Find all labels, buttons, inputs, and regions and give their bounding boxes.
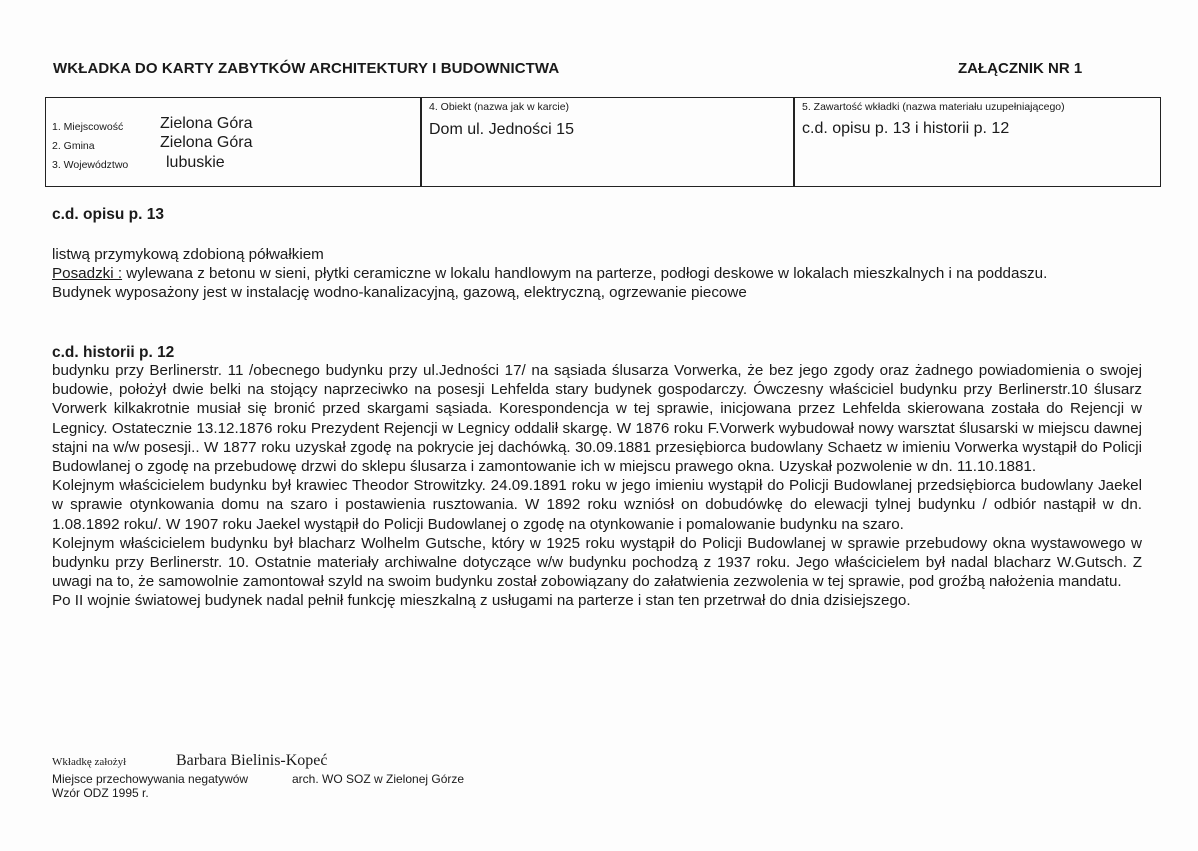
negatives-value: arch. WO SOZ w Zielonej Górze <box>292 771 465 786</box>
history-paragraph: Kolejnym właścicielem budynku był blacharz Wolhelm Gutsche, który w 1925 roku wystąpił do Policji Budowlanej w sprawie przebudowy okna wystawowego w budynku przy Berlinerstr. 10. Ostatnie materiały archiwalne dotyczące w/w budynku pochodzą z 1937 roku. Jego właścicielem był nadal blacharz W.Gutsch. Z uwagi na to, że samowolnie zamontował szyld na swoim budynku został zobowiązany do załatwienia zezwolenia w tej sprawie, pod groźbą nałożenia mandatu. <box>52 534 1142 591</box>
history-paragraph: Po II wojnie światowej budynek nadal pełnił funkcję mieszkalną z usługami na parterze i stan ten przetrwał do dnia dzisiejszego. <box>52 592 911 610</box>
history-heading: c.d. historii p. 12 <box>52 344 175 361</box>
appendix-number: ZAŁĄCZNIK NR 1 <box>958 60 1083 77</box>
municipality-value: Zielona Góra <box>160 134 253 151</box>
object-value: Dom ul. Jedności 15 <box>429 121 574 138</box>
voivodeship-value: lubuskie <box>166 154 225 171</box>
floors-paragraph <box>52 264 1142 283</box>
negatives-label: Miejsce przechowywania negatywów <box>52 771 249 786</box>
author-name: Barbara Bielinis-Kopeć <box>176 752 328 769</box>
installations-paragraph: Budynek wyposażony jest w instalację wodno-kanalizacyjną, gazową, elektryczną, ogrzewanie piecowe <box>52 284 747 302</box>
description-heading: c.d. opisu p. 13 <box>52 206 164 223</box>
box-divider <box>793 98 795 186</box>
form-model: Wzór ODZ 1995 r. <box>52 786 149 800</box>
footer <box>52 754 464 801</box>
history-paragraph: budynku przy Berlinerstr. 11 /obecnego budynku przy ul.Jedności 17/ na sąsiada ślusarza Vorwerka, że bez jego zgody oraz żadnego powiadomienia o swojej budowie, położył dwie belki na stojący naprzeciwko na posesji Lehfelda stary budynek gospodarczy. Ówczesny właściciel budynku przy Berlinerstr.10 ślusarz Vorwerk kilkakrotnie musiał się bronić przed skargami sąsiada. Korespondencja w tej sprawie, inicjowana przez Lehfelda skierowana została do Rejencji w Legnicy. Ostatecznie 13.12.1876 roku Prezydent Rejencji w Legnicy oddalił skargę. W 1876 roku F.Vorwerk wybudował nowy warsztat ślusarski w miejscu dawnej stajni na w/w posesji.. W 1877 roku uzyskał zgodę na pokrycie jej dachówką. 30.09.1881 przesiębiorca budowlany Schaetz w imieniu Vorwerka wystąpił do Policji Budowlanej o zgodę na przebudowę drzwi do sklepu ślusarza i zamontowanie ich w miejscu prawego okna. Uzyskał pozwolenie w dn. 11.10.1881. <box>52 362 1142 476</box>
floors-label: Posadzki : <box>52 265 123 283</box>
author-label: Wkładkę założył <box>52 756 127 768</box>
content-label: 5. Zawartość wkładki (nazwa materiału uzupełniającego) <box>802 101 1065 113</box>
location-label: 1. Miejscowość <box>52 121 124 133</box>
municipality-label: 2. Gmina <box>52 140 95 152</box>
document-title: WKŁADKA DO KARTY ZABYTKÓW ARCHITEKTURY I BUDOWNICTWA <box>53 60 560 77</box>
voivodeship-label: 3. Województwo <box>52 159 129 171</box>
content-value: c.d. opisu p. 13 i historii p. 12 <box>802 120 1010 137</box>
floors-text: wylewana z betonu w sieni, płytki ceramiczne w lokalu handlowym na parterze, podłogi deskowe w lokalach mieszkalnych i na poddaszu. <box>122 265 1048 283</box>
description-body <box>52 245 1142 303</box>
history-body <box>52 361 1142 611</box>
object-label: 4. Obiekt (nazwa jak w karcie) <box>429 101 570 113</box>
location-value: Zielona Góra <box>160 115 253 132</box>
history-paragraph: Kolejnym właścicielem budynku był krawiec Theodor Strowitzky. 24.09.1891 roku w jego imieniu wystąpił do Policji Budowlanej przedsiębiorca budowlany Jaekel w sprawie otynkowania domu na szaro i postawienia rusztowania. W 1892 roku wzniósł on dobudówkę do elewacji tylnej budynku / odbiór nastąpił w dn. 1.08.1892 roku/. W 1907 roku Jaekel wystąpił do Policji Budowlanej o zgodę na otynkowanie i pomalowanie budynku na szaro. <box>52 477 1142 533</box>
box-divider <box>420 98 422 186</box>
header-info-box <box>45 97 1161 187</box>
description-line: listwą przymykową zdobioną półwałkiem <box>52 246 324 263</box>
